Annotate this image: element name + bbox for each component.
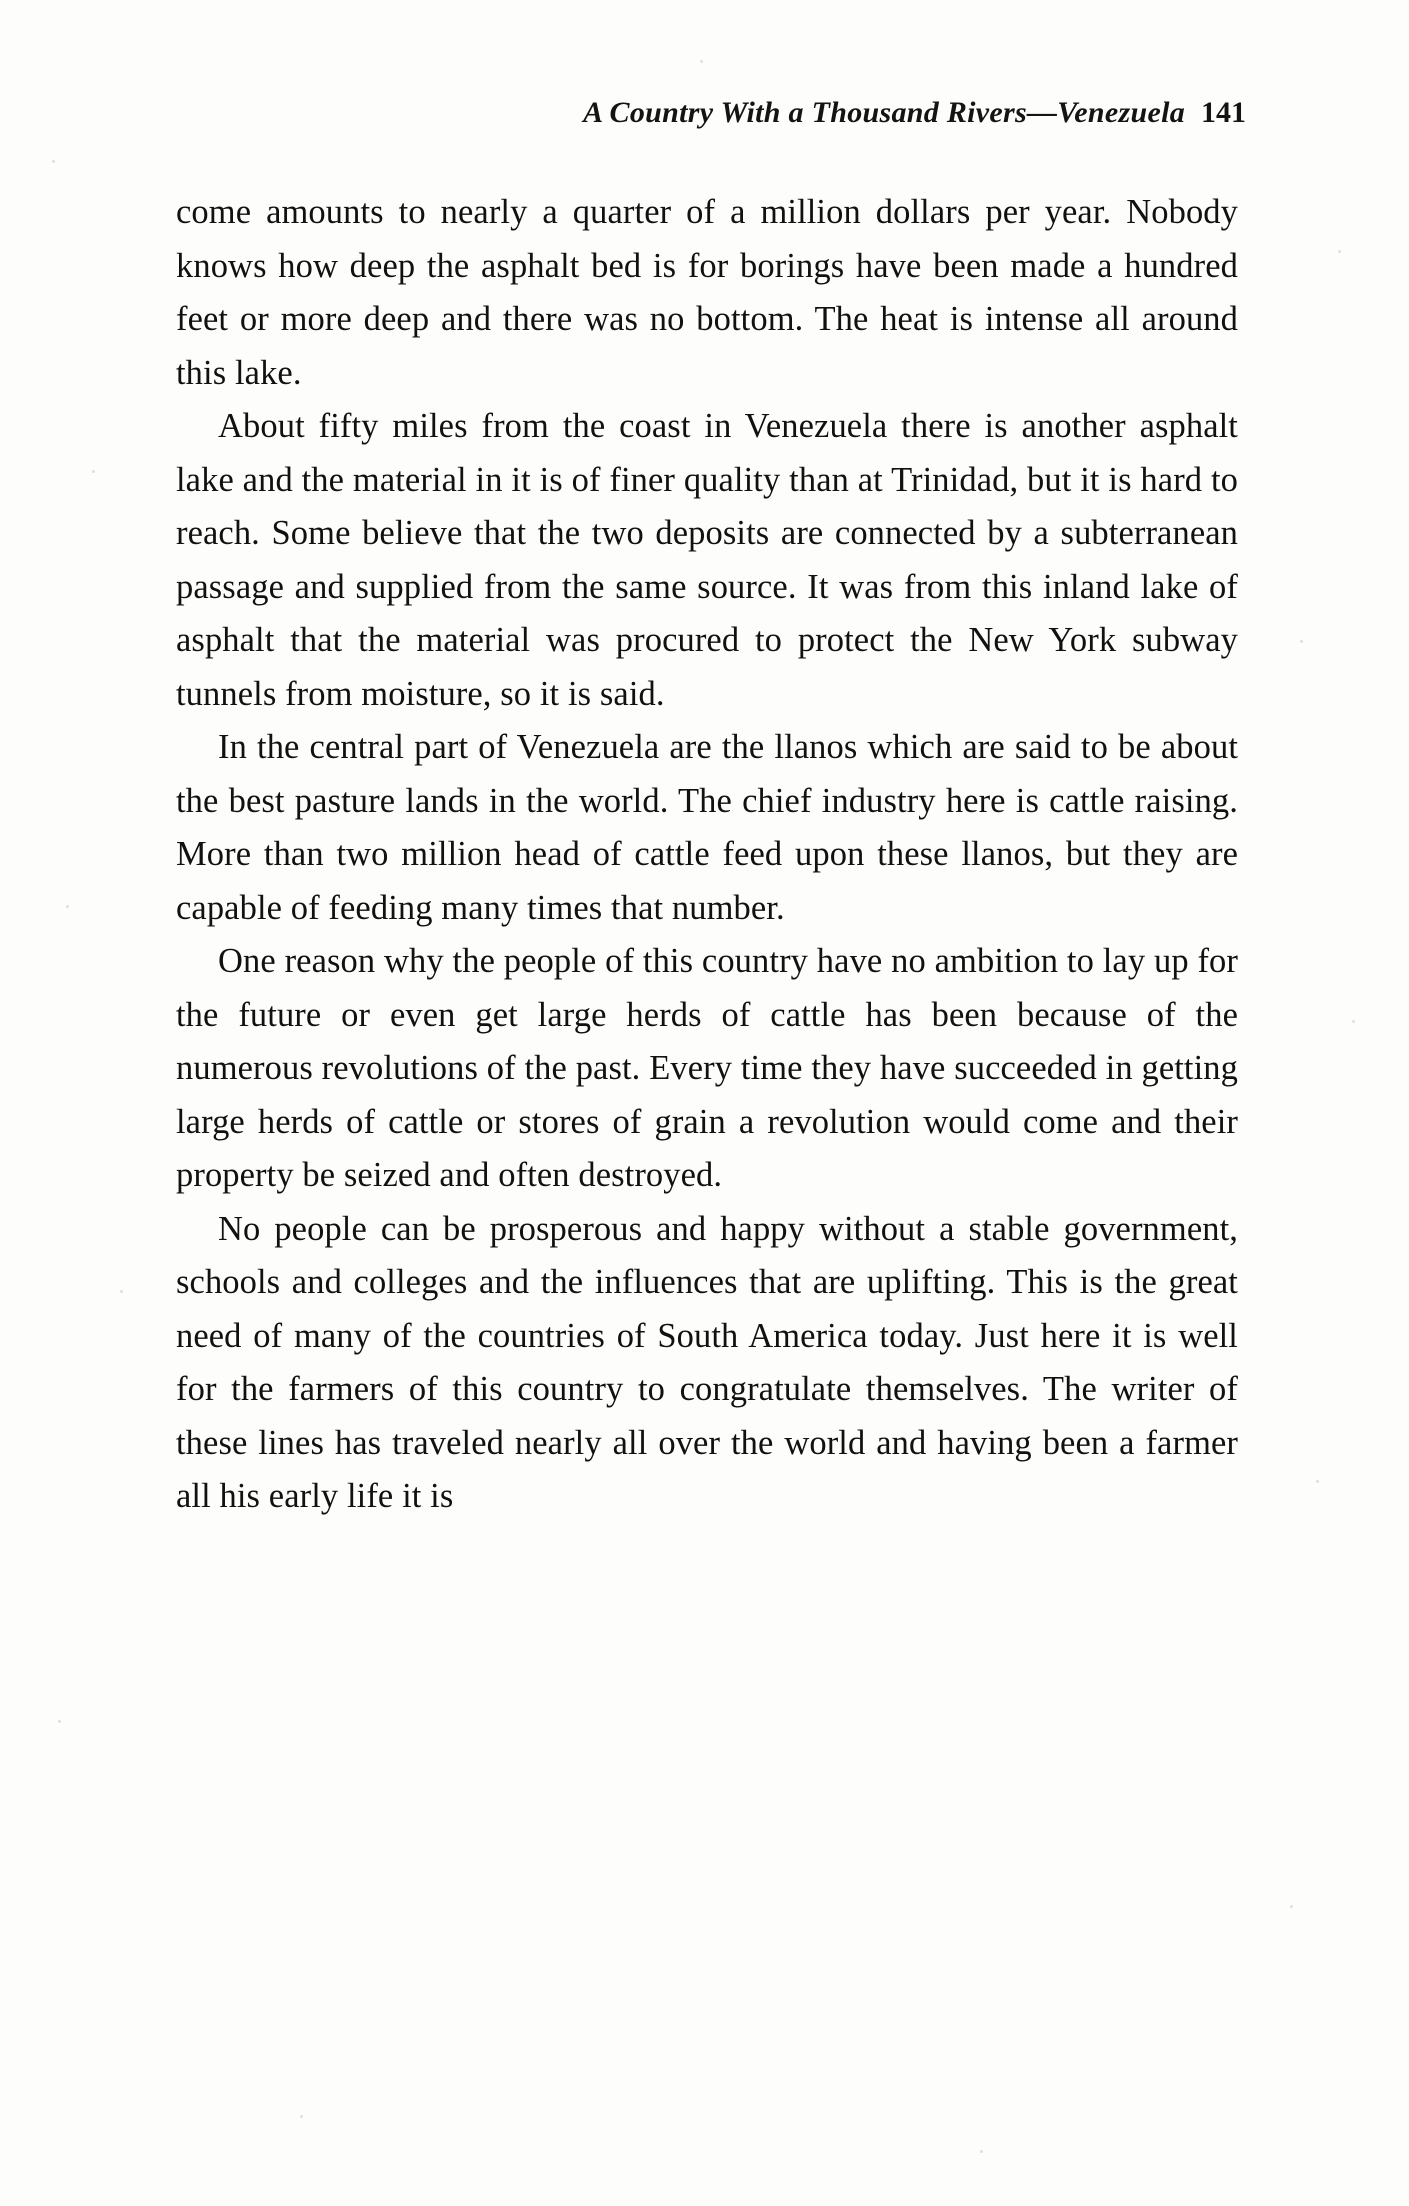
paragraph: come amounts to nearly a quarter of a million dollars per year. Nobody knows how deep the asphalt bed is for borings have been made a hundred feet or more deep and there was no bottom. The heat is intense all around this lake.	[176, 193, 1238, 392]
paragraph: No people can be prosperous and happy without a stable government, schools and colleges and the influences that are uplifting. This is the great need of many of the countries of South America today. Just here it is well for the farmers of this country to congratulate themselves. The writer of these lines has traveled nearly all over the world and having been a farmer all his early life it is	[176, 1209, 1238, 1515]
page-body	[176, 186, 1238, 1524]
paragraph: One reason why the people of this country have no ambition to lay up for the future or even get large herds of cattle has been because of the numerous revolutions of the past. Every time they have succeeded in getting large herds of cattle or stores of grain a revolution would come and their property be seized and often destroyed.	[176, 942, 1238, 1194]
paragraph: About fifty miles from the coast in Venezuela there is another asphalt lake and the material in it is of finer quality than at Trinidad, but it is hard to reach. Some believe that the two deposits are connected by a subterranean passage and supplied from the same source. It was from this inland lake of asphalt that the material was procured to protect the New York subway tunnels from moisture, so it is said.	[176, 407, 1238, 713]
running-head-title: A Country With a Thousand Rivers—Venezuela	[583, 96, 1185, 129]
page-number: 141	[1201, 96, 1246, 129]
paragraph: In the central part of Venezuela are the llanos which are said to be about the best pasture lands in the world. The chief industry here is cattle raising. More than two million head of cattle feed upon these llanos, but they are capable of feeding many times that number.	[176, 728, 1238, 927]
running-head	[176, 96, 1246, 130]
